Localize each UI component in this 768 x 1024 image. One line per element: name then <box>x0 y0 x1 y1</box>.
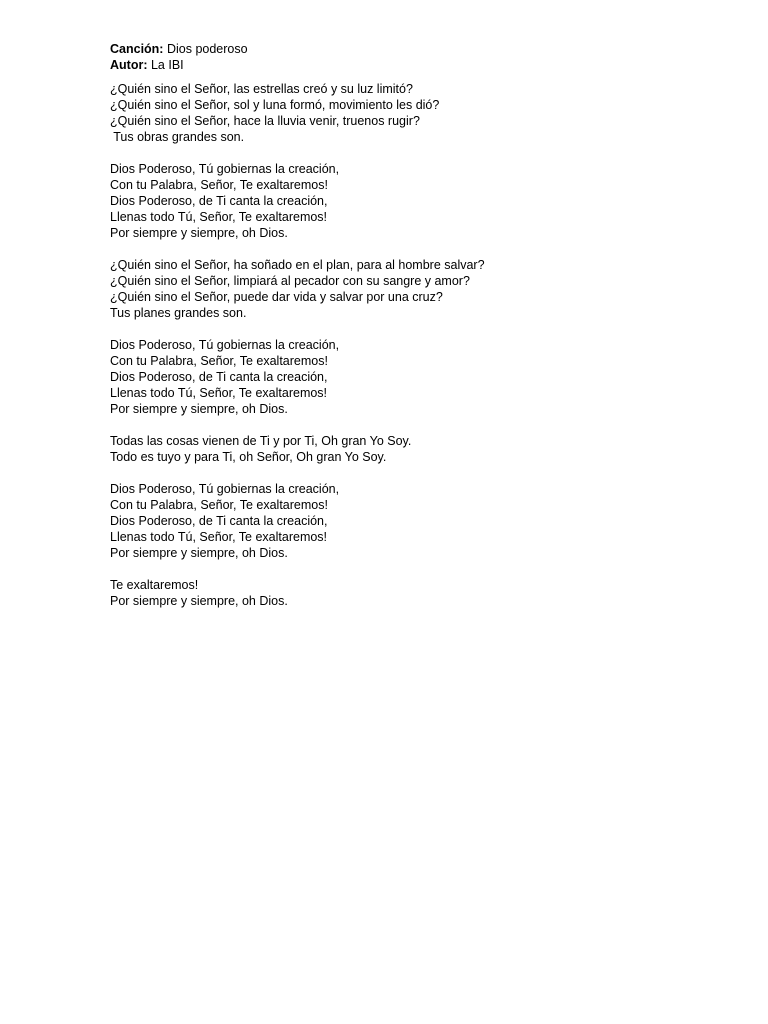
lyric-line: Por siempre y siempre, oh Dios. <box>110 546 288 560</box>
stanza-verse-1 <box>110 81 730 145</box>
lyric-line: Con tu Palabra, Señor, Te exaltaremos! <box>110 178 328 192</box>
lyric-line: ¿Quién sino el Señor, sol y luna formó, movimiento les dió? <box>110 98 440 112</box>
lyric-line: Tus obras grandes son. <box>110 130 245 144</box>
stanza-bridge <box>110 433 730 465</box>
stanza-chorus-3 <box>110 481 730 561</box>
lyric-line: Con tu Palabra, Señor, Te exaltaremos! <box>110 354 328 368</box>
lyric-line: Dios Poderoso, Tú gobiernas la creación, <box>110 338 340 352</box>
stanza-outro <box>110 577 730 609</box>
lyric-line: Por siempre y siempre, oh Dios. <box>110 402 288 416</box>
lyric-line: Dios Poderoso, Tú gobiernas la creación, <box>110 162 340 176</box>
stanza-chorus-2 <box>110 337 730 417</box>
lyric-line: Dios Poderoso, Tú gobiernas la creación, <box>110 482 340 496</box>
lyric-line: Llenas todo Tú, Señor, Te exaltaremos! <box>110 210 328 224</box>
song-title-line <box>110 41 730 57</box>
lyric-line: ¿Quién sino el Señor, las estrellas creó y su luz limitó? <box>110 82 413 96</box>
author-name: La IBI <box>150 58 184 72</box>
lyrics-document <box>110 41 730 609</box>
lyric-line: Por siempre y siempre, oh Dios. <box>110 226 288 240</box>
song-title: Dios poderoso <box>166 42 248 56</box>
lyric-line: Dios Poderoso, de Ti canta la creación, <box>110 370 328 384</box>
lyric-line: ¿Quién sino el Señor, ha soñado en el plan, para al hombre salvar? <box>110 258 485 272</box>
author-line <box>110 57 730 73</box>
lyric-line: Con tu Palabra, Señor, Te exaltaremos! <box>110 498 328 512</box>
song-label: Canción: <box>110 42 164 56</box>
lyric-line: Llenas todo Tú, Señor, Te exaltaremos! <box>110 530 328 544</box>
lyric-line: ¿Quién sino el Señor, hace la lluvia venir, truenos rugir? <box>110 114 420 128</box>
stanza-chorus-1 <box>110 161 730 241</box>
lyric-line: Llenas todo Tú, Señor, Te exaltaremos! <box>110 386 328 400</box>
lyric-line: Todas las cosas vienen de Ti y por Ti, Oh gran Yo Soy. <box>110 434 412 448</box>
lyric-line: Por siempre y siempre, oh Dios. <box>110 594 288 608</box>
lyric-line: Todo es tuyo y para Ti, oh Señor, Oh gran Yo Soy. <box>110 450 387 464</box>
lyric-line: Te exaltaremos! <box>110 578 199 592</box>
lyric-line: ¿Quién sino el Señor, limpiará al pecador con su sangre y amor? <box>110 274 470 288</box>
lyric-line: ¿Quién sino el Señor, puede dar vida y salvar por una cruz? <box>110 290 443 304</box>
author-label: Autor: <box>110 58 148 72</box>
stanza-verse-2 <box>110 257 730 321</box>
lyric-line: Dios Poderoso, de Ti canta la creación, <box>110 194 328 208</box>
lyric-line: Dios Poderoso, de Ti canta la creación, <box>110 514 328 528</box>
lyric-line: Tus planes grandes son. <box>110 306 247 320</box>
